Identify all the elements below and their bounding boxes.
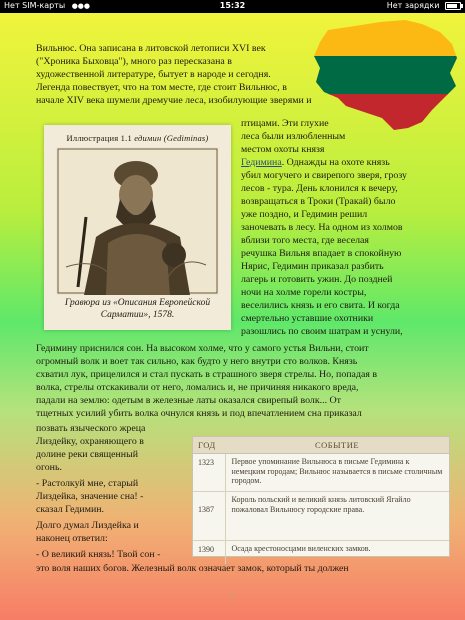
paragraph-line: Гедимину приснился сон. На высоком холме, что у самого устья Вильни, стоит (36, 343, 369, 354)
figure-title (44, 133, 231, 143)
table-row (193, 454, 449, 492)
paragraph-line: - О великий князь! Твой сон - (36, 549, 161, 560)
paragraph-line: долине реки священный (36, 449, 138, 460)
gediminas-engraving-image (56, 147, 219, 295)
figure-name: едимин (Gediminas) (134, 133, 209, 143)
column-header-year: ГОД (193, 437, 225, 454)
paragraph-line: волка, стрелы отскакивали от него, ломались и, не причиняя никакого вреда, (36, 382, 359, 393)
events-table (192, 436, 450, 557)
event-cell: Первое упоминание Вильнюса в письме Гедимина к немецким городам; Вильнюс называется в письме столичным городом. (225, 454, 449, 492)
paragraph-line: ночи на холме горели костры, (241, 287, 367, 298)
paragraph-line: падали на землю: одетым в железные латы оказался свирепый волк... От (36, 395, 341, 406)
paragraph-line: начале XIV века шумели дремучие леса, изобилующие зверями и (36, 95, 312, 106)
paragraph-line: уже поздно, и Гедимин решил (241, 209, 368, 220)
event-cell: Король польский и великий князь литовский Ягайло пожаловал Вильнюсу городские права. (225, 492, 449, 541)
paragraph-line: схватил лук, прицелился и стал пускать в страшного зверя стрелы. Но, попадая в (36, 369, 378, 380)
caption-line: Гравюра из «Описания Европейской (64, 298, 211, 308)
paragraph-line: лагерь и готовить ужин. До поздней (241, 274, 393, 285)
paragraph-line: лесов - тура. День клонился к вечеру, (241, 183, 398, 194)
event-cell: Осада крестоносцами виленских замков. (231, 544, 371, 553)
paragraph-line: - Растолкуй мне, старый (36, 478, 139, 489)
paragraph-line: художественной литературе, бытует в народе и сегодня. (36, 69, 271, 80)
clock: 15:32 (219, 1, 246, 10)
battery-status (387, 1, 461, 10)
table-row (193, 541, 449, 565)
year-cell: 1387 (193, 492, 225, 541)
table-row (193, 492, 449, 541)
paragraph-line: огонь. (36, 462, 62, 473)
link-line-rest: . Однажды на охоте князь (281, 157, 390, 168)
wifi-icon: ●●● (71, 2, 91, 10)
illustration-figure[interactable] (44, 125, 231, 330)
paragraph-line: позвать языческого жреца (36, 423, 146, 434)
paragraph-line: тщетных усилий убить волка очнулся князь и под впечатлением сна приказал (36, 408, 362, 419)
paragraph-line: возвращаться в Троки (Тракай) было (241, 196, 396, 207)
paragraph-line: Долго думал Лиздейка и (36, 520, 139, 531)
paragraph-line: Нярис, Гедимин приказал разбить (241, 261, 384, 272)
paragraph-line: Легенда повествует, что на том месте, где стоит Вильнюс, в (36, 82, 287, 93)
paragraph-line: Лиздейка, значение сна! - (36, 491, 144, 502)
paragraph-line: ("Хроника Быховца"), много раз пересказана в (36, 56, 232, 67)
paragraph-line: огромный волк и воет так сильно, как будто у него внутри сто волков. Князь (36, 356, 358, 367)
year-cell: 1390 (193, 541, 225, 565)
paragraph-line: это воля наших богов. Железный волк означает замок, который ты должен (36, 563, 349, 574)
page-number: 5 (229, 592, 236, 601)
gediminas-link[interactable]: Гедимина (241, 157, 282, 168)
paragraph-line: Вильнюс. Она записана в литовской летописи XVI век (36, 43, 266, 54)
lithuania-map-icon (310, 18, 460, 133)
paragraph-line: леса были излюбленным (241, 131, 346, 142)
column-header-event: СОБЫТИЕ (225, 437, 449, 454)
paragraph-line: разошлись по своим шатрам и уснули, (241, 326, 403, 337)
caption-line: Сарматии», 1578. (100, 310, 175, 320)
paragraph-line: веселились князь и его свита. И когда (241, 300, 400, 311)
table-header-row (193, 437, 449, 454)
paragraph-line: птицами. Эти глухие (241, 118, 329, 129)
paragraph-line: местом охоты князя (241, 144, 325, 155)
figure-source-caption (52, 297, 223, 321)
paragraph-line (241, 156, 390, 169)
paragraph-line: наконец ответил: (36, 533, 108, 544)
status-bar (0, 0, 465, 13)
paragraph-line: заночевать в лесу. На одном из холмов (241, 222, 403, 233)
battery-label: Нет зарядки (386, 1, 440, 10)
battery-icon (445, 2, 461, 10)
year-cell: 1323 (193, 454, 225, 492)
paragraph-line: вблизи того места, где веселая (241, 235, 369, 246)
figure-number: Иллюстрация 1.1 (66, 133, 132, 143)
paragraph-line: Лиздейку, охраняющего в (36, 436, 144, 447)
paragraph-line: убил могучего и свирепого зверя, грозу (241, 170, 407, 181)
paragraph-line: речушка Вильня впадает в спокойную (241, 248, 402, 259)
paragraph-line: смертельно уставшие охотники (241, 313, 374, 324)
paragraph-line: сказал Гедимин. (36, 504, 104, 515)
carrier-label: Нет SIM-карты (4, 1, 66, 10)
